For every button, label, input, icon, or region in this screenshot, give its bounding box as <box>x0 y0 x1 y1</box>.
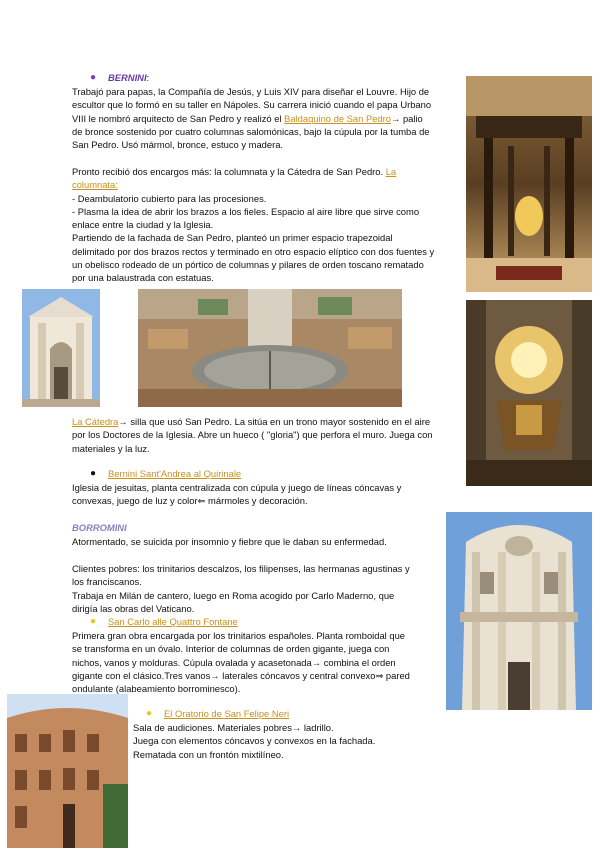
oratorio-image <box>7 694 128 848</box>
text-line: Juega con elementos cóncavos y convexos en la fachada. <box>133 735 376 747</box>
carlo-heading <box>108 615 238 628</box>
text-span: Pronto recibió dos encargos más: la columnata y la Cátedra de San Pedro. <box>72 166 386 177</box>
oratorio-link[interactable]: El Oratorio de San Felipe Neri <box>164 708 290 719</box>
text-span: → palio <box>390 112 423 124</box>
bernini-encargos <box>72 165 464 285</box>
text-line: Clientes pobres: los trinitarios descalzos, los filipenses, las hermanas agustinas y <box>72 563 410 574</box>
bernini-catedra <box>72 415 464 455</box>
catedra-link[interactable]: La Cátedra <box>72 416 119 427</box>
bullet-dot: ● <box>90 72 97 83</box>
text-line: por una balaustrada con estatuas. <box>72 272 214 284</box>
text-line: ondulante (alabeamiento borrominesco). <box>72 683 241 695</box>
text-line: Iglesia de jesuitas, planta centralizada con cúpula y juego de líneas cóncavas y <box>72 482 402 493</box>
columnata-link-cont[interactable]: columnata: <box>72 179 118 191</box>
oratorio-heading <box>164 707 289 720</box>
text-line: Partiendo de la fachada de San Pedro, planteó un primer espacio trapezoidal <box>72 232 393 244</box>
text-line: un obelisco rodeado de un pórtico de columnas y pilares de orden toscano rematado <box>72 259 424 271</box>
oratorio-text <box>133 721 433 761</box>
text-line: San Pedro. Usó mármol, bronce, estuco y madera. <box>72 139 284 151</box>
borromini-clients <box>72 562 442 615</box>
bullet-dot: ● <box>90 616 97 627</box>
text-line <box>72 178 464 191</box>
text-line: dirigía las obras del Vaticano. <box>72 602 195 614</box>
text-line: escultor que lo formó en su taller en Nápoles. Su carrera inició cuando el papa Urbano <box>72 99 432 111</box>
carlo-text <box>72 629 444 695</box>
text-line: de bronce sostenido por cuatro columnas salomónicas, bajo la cúpula por la tumba de <box>72 125 430 137</box>
heading-colon: : <box>146 72 150 83</box>
san-carlo-image <box>446 512 592 710</box>
bernini-intro <box>72 85 464 151</box>
carlo-link[interactable]: San Carlo alle Quattro Fontane <box>108 616 238 627</box>
baldaquino-image <box>466 76 592 292</box>
borromini-heading <box>72 521 127 534</box>
text-line: se transforma en un óvalo. Interior de columnas de orden gigante, juega con <box>72 643 390 655</box>
text-line: nichos, vanos y molduras. Cúpula ovalada y acasetonada→ combina el orden <box>72 656 396 668</box>
text-line: delimitado por dos brazos rectos y terminado en otro espacio elíptico con dos fuentes y <box>72 245 435 257</box>
text-line: los franciscanos. <box>72 576 142 588</box>
text-line: Sala de audiciones. Materiales pobres→ ladrillo. <box>133 722 334 733</box>
text-line: Rematada con un frontón mixtilíneo. <box>133 748 284 760</box>
bullet-dot: ● <box>146 708 153 719</box>
bernini-heading <box>108 71 149 84</box>
plaza-san-pedro-image <box>138 289 402 407</box>
baldaquino-link[interactable]: Baldaquino de San Pedro <box>284 112 391 124</box>
andrea-heading <box>108 467 241 480</box>
text-line: Trabajó para papas, la Compañía de Jesús, y Luis XIV para diseñar el Louvre. Hijo de <box>72 86 430 97</box>
borromini-line1: Atormentado, se suicida por insomnio y fiebre que le daban su enfermedad. <box>72 536 387 547</box>
borromini-heading-text: BORROMINI <box>72 522 127 533</box>
text-line: - Deambulatorio cubierto para las procesiones. <box>72 192 267 204</box>
text-line: convexas, juego de luz y color⇐ mármoles y decoración. <box>72 495 308 507</box>
text-line <box>72 112 464 125</box>
text-line: Primera gran obra encargada por los trinitarios españoles. Planta romboidal que <box>72 630 406 641</box>
sant-andrea-image <box>22 289 100 407</box>
text-span: VIII le nombró arquitecto de San Pedro y realizó el <box>72 112 285 124</box>
text-line: materiales y la luz. <box>72 442 150 454</box>
text-line: por los Doctores de la Iglesia. Abre un hueco ( "gloria") que perfora el muro. Juega con <box>72 429 433 441</box>
text-line <box>72 165 464 178</box>
text-span: → silla que usó San Pedro. La sitúa en un trono mayor sostenido en el aire <box>118 416 431 427</box>
text-line: enlace entre la ciudad y la Iglesia. <box>72 219 214 231</box>
andrea-link[interactable]: Bernini Sant'Andrea al Quirinale <box>108 468 242 479</box>
bullet-dot: ● <box>90 468 97 479</box>
columnata-link[interactable]: La <box>385 166 397 177</box>
bernini-heading-text: BERNINI <box>108 72 147 83</box>
text-line: Trabaja en Milán de cantero, luego en Roma acogido por Carlo Maderno, que <box>72 589 395 601</box>
text-line: gigante con el clásico.Tres vanos→ laterales cóncavos y central convexo⇒ pared <box>72 669 410 681</box>
andrea-text <box>72 481 464 508</box>
catedra-image <box>466 300 592 486</box>
text-line: - Plasma la idea de abrir los brazos a los fieles. Espacio al aire libre que sirve como <box>72 205 420 217</box>
text-line <box>72 415 464 428</box>
